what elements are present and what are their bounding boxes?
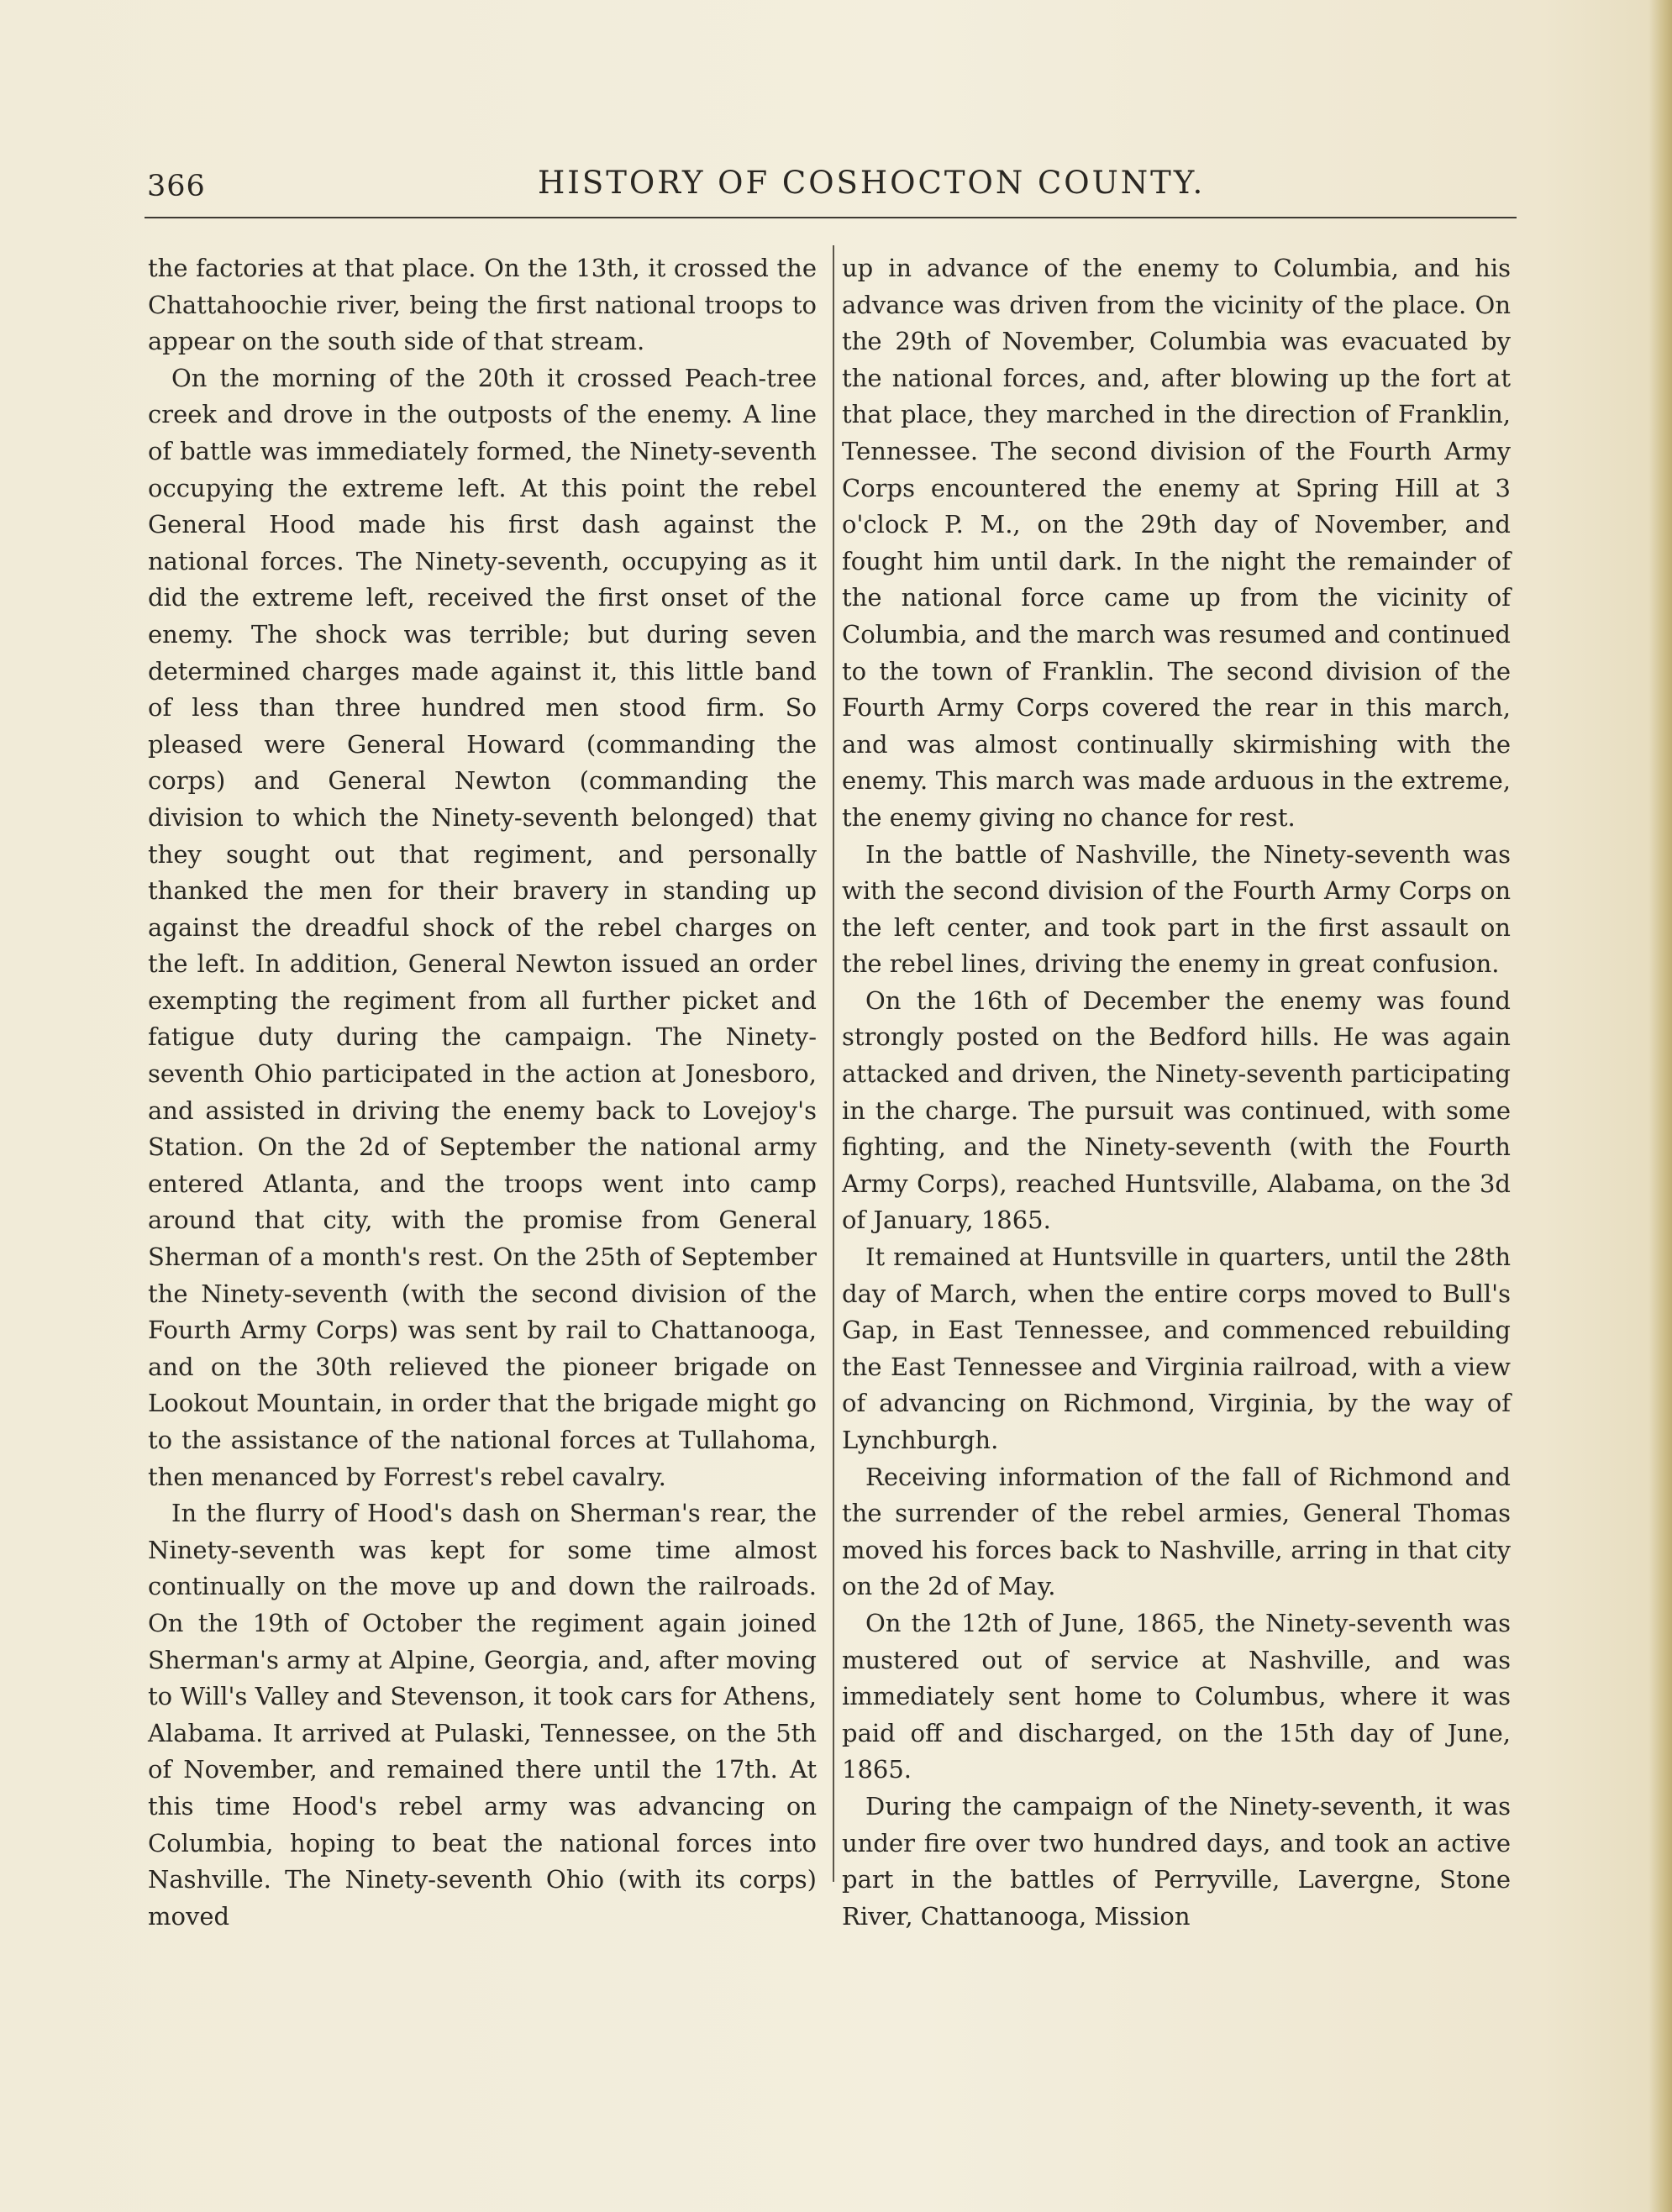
- paragraph: Receiving information of the fall of Richmond and the surrender of the rebel armies, General Thomas moved his forces back to Nashville, arring in that city on the 2d of May.: [842, 1462, 1511, 1601]
- paragraph: up in advance of the enemy to Columbia, and his advance was driven from the vicinity of the place. On the 29th of November, Columbia was evacuated by the national forces, and, after blowing up the fort at that place, they marched in the direction of Franklin, Tennessee. The second division of the Fourth Army Corps encountered the enemy at Spring Hill at 3 o'clock P. M., on the 29th day of November, and fought him until dark. In the night the remainder of the national force came up from the vicinity of Columbia, and the march was resumed and continued to the town of Franklin. The second division of the Fourth Army Corps covered the rear in this march, and was almost continually skirmishing with the enemy. This march was made arduous in the extreme, the enemy giving no chance for rest.: [842, 254, 1511, 832]
- paragraph: On the 16th of December the enemy was found strongly posted on the Bedford hills. He was again attacked and driven, the Ninety-seventh participating in the charge. The pursuit was continued, with some fighting, and the Ninety-seventh (with the Fourth Army Corps), reached Huntsville, Alabama, on the 3d of January, 1865.: [842, 985, 1511, 1235]
- right-column: [842, 250, 1511, 1935]
- header-rule: [145, 217, 1517, 218]
- page-number: 366: [147, 170, 206, 203]
- page-header: [147, 165, 1517, 215]
- paragraph: On the 12th of June, 1865, the Ninety-seventh was mustered out of service at Nashville, and was immediately sent home to Columbus, where it was paid off and discharged, on the 15th day of June, 1865.: [842, 1608, 1511, 1784]
- running-title: HISTORY OF COSHOCTON COUNTY.: [538, 165, 1206, 201]
- paragraph: In the flurry of Hood's dash on Sherman's rear, the Ninety-seventh was kept for some time almost continually on the move up and down the railroads. On the 19th of October the regiment again joined Sherman's army at Alpine, Georgia, and, after moving to Will's Valley and Stevenson, it took cars for Athens, Alabama. It arrived at Pulaski, Tennessee, on the 5th of November, and remained there until the 17th. At this time Hood's rebel army was advancing on Columbia, hoping to beat the national forces into Nashville. The Ninety-seventh Ohio (with its corps) moved: [148, 1499, 817, 1931]
- page-edge-shadow: [1648, 0, 1672, 2212]
- column-divider: [833, 245, 834, 1882]
- paragraph: In the battle of Nashville, the Ninety-seventh was with the second division of the Fourth Army Corps on the left center, and took part in the first assault on the rebel lines, driving the enemy in great confusion.: [842, 839, 1511, 979]
- paragraph: During the campaign of the Ninety-seventh, it was under fire over two hundred days, and took an active part in the battles of Perryville, Lavergne, Stone River, Chattanooga, Mission: [842, 1791, 1511, 1931]
- paragraph: the factories at that place. On the 13th, it crossed the Chattahoochie river, being the first national troops to appear on the south side of that stream.: [148, 254, 817, 356]
- left-column: [148, 250, 817, 1935]
- paragraph: It remained at Huntsville in quarters, until the 28th day of March, when the entire corps moved to Bull's Gap, in East Tennessee, and commenced rebuilding the East Tennessee and Virginia railroad, with a view of advancing on Richmond, Virginia, by the way of Lynchburgh.: [842, 1243, 1511, 1454]
- paragraph: On the morning of the 20th it crossed Peach-tree creek and drove in the outposts of the enemy. A line of battle was immediately formed, the Ninety-seventh occupying the extreme left. At this point the rebel General Hood made his first dash against the national forces. The Ninety-seventh, occupying as it did the extreme left, received the first onset of the enemy. The shock was terrible; but during seven determined charges made against it, this little band of less than three hundred men stood firm. So pleased were General Howard (commanding the corps) and General Newton (commanding the division to which the Ninety-seventh belonged) that they sought out that regiment, and personally thanked the men for their bravery in standing up against the dreadful shock of the rebel charges on the left. In addition, General Newton issued an order exempting the regiment from all further picket and fatigue duty during the campaign. The Ninety-seventh Ohio participated in the action at Jonesboro, and assisted in driving the enemy back to Lovejoy's Station. On the 2d of September the national army entered Atlanta, and the troops went into camp around that city, with the promise from General Sherman of a month's rest. On the 25th of September the Ninety-seventh (with the second division of the Fourth Army Corps) was sent by rail to Chattanooga, and on the 30th relieved the pioneer brigade on Lookout Mountain, in order that the brigade might go to the assistance of the national forces at Tullahoma, then menanced by Forrest's rebel cavalry.: [148, 363, 817, 1491]
